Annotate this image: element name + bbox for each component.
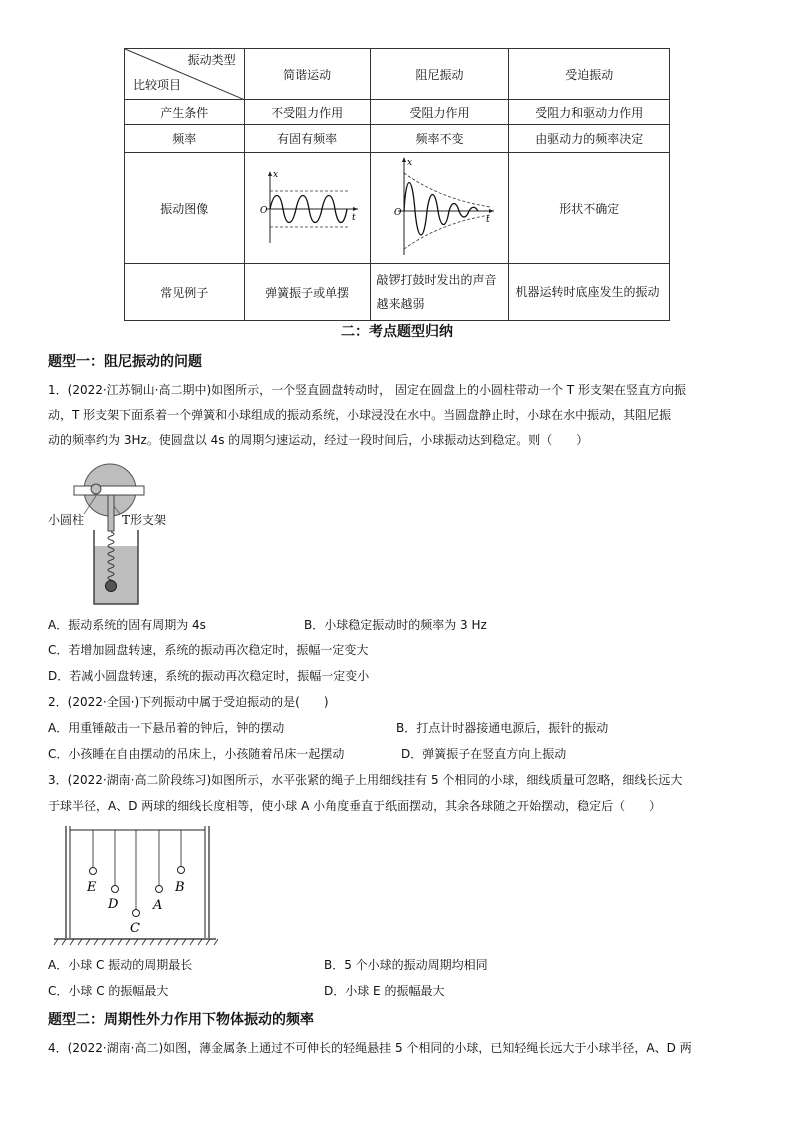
graph-origin: O xyxy=(260,205,268,216)
q3-option-a[interactable]: A．小球 C 振动的周期最长 xyxy=(48,958,193,972)
graph-axis-t: t xyxy=(485,214,490,225)
graph-axis-x: x xyxy=(273,169,279,180)
ball-label-e: E xyxy=(87,880,97,895)
q3-option-c[interactable]: C．小球 C 的振幅最大 xyxy=(48,984,169,998)
pendulum-figure xyxy=(50,826,220,948)
damped-graph xyxy=(380,155,500,259)
q1-line-2: 动，T 形支架下面系着一个弹簧和小球组成的振动系统，小球浸没在水中。当圆盘静止时，小球在水中振动，其阻尼振 xyxy=(48,408,672,422)
graph-axis-x: x xyxy=(406,157,412,168)
type2-title: 题型二：周期性外力作用下物体振动的频率 xyxy=(48,1012,314,1028)
table-cell: 由驱动力的频率决定 xyxy=(509,125,670,153)
corner-bottom-label: 比较项目 xyxy=(133,78,182,92)
col-header: 简谐运动 xyxy=(244,49,370,100)
type1-title: 题型一：阻尼振动的问题 xyxy=(48,354,202,370)
q3-option-d[interactable]: D．小球 E 的振幅最大 xyxy=(324,984,445,998)
q2-option-d[interactable]: D．弹簧振子在竖直方向上振动 xyxy=(401,747,567,761)
ball-label-d: D xyxy=(108,897,119,912)
table-cell: 不受阻力作用 xyxy=(244,100,370,125)
table-cell: 弹簧振子或单摆 xyxy=(244,264,370,321)
row-label: 产生条件 xyxy=(125,100,245,125)
corner-top-label: 振动类型 xyxy=(187,53,236,67)
q1-line-1: 1．(2022·江苏铜山·高二期中)如图所示，一个竖直圆盘转动时， 固定在圆盘上的小圆柱带动一个 T 形支架在竖直方向振 xyxy=(48,383,686,397)
table-row xyxy=(125,264,670,321)
q1-option-a[interactable]: A．振动系统的固有周期为 4s xyxy=(48,618,206,632)
table-row xyxy=(125,125,670,153)
comparison-table xyxy=(124,48,670,321)
q1-option-b[interactable]: B．小球稳定振动时的频率为 3 Hz xyxy=(304,618,487,632)
table-cell: 敲锣打鼓时发出的声音越来越弱 xyxy=(370,264,509,321)
disk-spring-figure xyxy=(44,458,184,608)
q2-option-a[interactable]: A．用重锤敲击一下悬吊着的钟后，钟的摆动 xyxy=(48,721,285,735)
fig-label-t-bracket: T形支架 xyxy=(122,513,167,527)
q1-option-c[interactable]: C．若增加圆盘转速，系统的振动再次稳定时，振幅一定变大 xyxy=(48,643,369,657)
shm-graph-cell xyxy=(244,153,370,264)
q1-line-3: 动的频率约为 3Hz。使圆盘以 4s 的周期匀速运动，经过一段时间后，小球振动达到稳定。则（ ） xyxy=(48,433,589,447)
section-title: 二：考点题型归纳 xyxy=(341,324,453,340)
ball-label-c: C xyxy=(130,921,140,936)
table-row xyxy=(125,153,670,264)
q3-line-1: 3．(2022·湖南·高二阶段练习)如图所示，水平张紧的绳子上用细线挂有 5 个相同的小球，细线质量可忽略，细线长远大 xyxy=(48,773,683,787)
table-cell: 有固有频率 xyxy=(244,125,370,153)
row-label: 频率 xyxy=(125,125,245,153)
q2-stem: 2．(2022·全国·)下列振动中属于受迫振动的是( ) xyxy=(48,695,329,709)
shm-graph xyxy=(252,167,362,247)
q4-line-1: 4．(2022·湖南·高二)如图，薄金属条上通过不可伸长的轻绳悬挂 5 个相同的小球，已知轻绳长远大于小球半径，A、D 两 xyxy=(48,1041,692,1055)
q3-line-2: 于球半径，A、D 两球的细线长度相等，使小球 A 小角度垂直于纸面摆动，其余各球随之开始摆动，稳定后（ ） xyxy=(48,799,662,813)
table-cell: 机器运转时底座发生的振动 xyxy=(509,264,670,321)
damped-graph-cell xyxy=(370,153,509,264)
ball-label-a: A xyxy=(153,898,163,913)
fig-label-small-cylinder: 小圆柱 xyxy=(48,513,85,527)
ball-label-b: B xyxy=(175,880,185,895)
col-header: 受迫振动 xyxy=(509,49,670,100)
col-header: 阻尼振动 xyxy=(370,49,509,100)
q2-option-b[interactable]: B．打点计时器接通电源后，振针的振动 xyxy=(396,721,609,735)
table-row xyxy=(125,100,670,125)
table-corner-cell xyxy=(125,49,245,100)
table-cell: 受阻力作用 xyxy=(370,100,509,125)
row-label: 常见例子 xyxy=(125,264,245,321)
graph-axis-t: t xyxy=(352,212,356,223)
q3-option-b[interactable]: B．5 个小球的振动周期均相同 xyxy=(324,958,488,972)
graph-origin: O xyxy=(393,207,401,218)
table-cell: 受阻力和驱动力作用 xyxy=(509,100,670,125)
table-cell: 形状不确定 xyxy=(509,153,670,264)
table-cell: 频率不变 xyxy=(370,125,509,153)
q2-option-c[interactable]: C．小孩睡在自由摆动的吊床上，小孩随着吊床一起摆动 xyxy=(48,747,345,761)
row-label: 振动图像 xyxy=(125,153,245,264)
q1-option-d[interactable]: D．若减小圆盘转速，系统的振动再次稳定时，振幅一定变小 xyxy=(48,669,370,683)
